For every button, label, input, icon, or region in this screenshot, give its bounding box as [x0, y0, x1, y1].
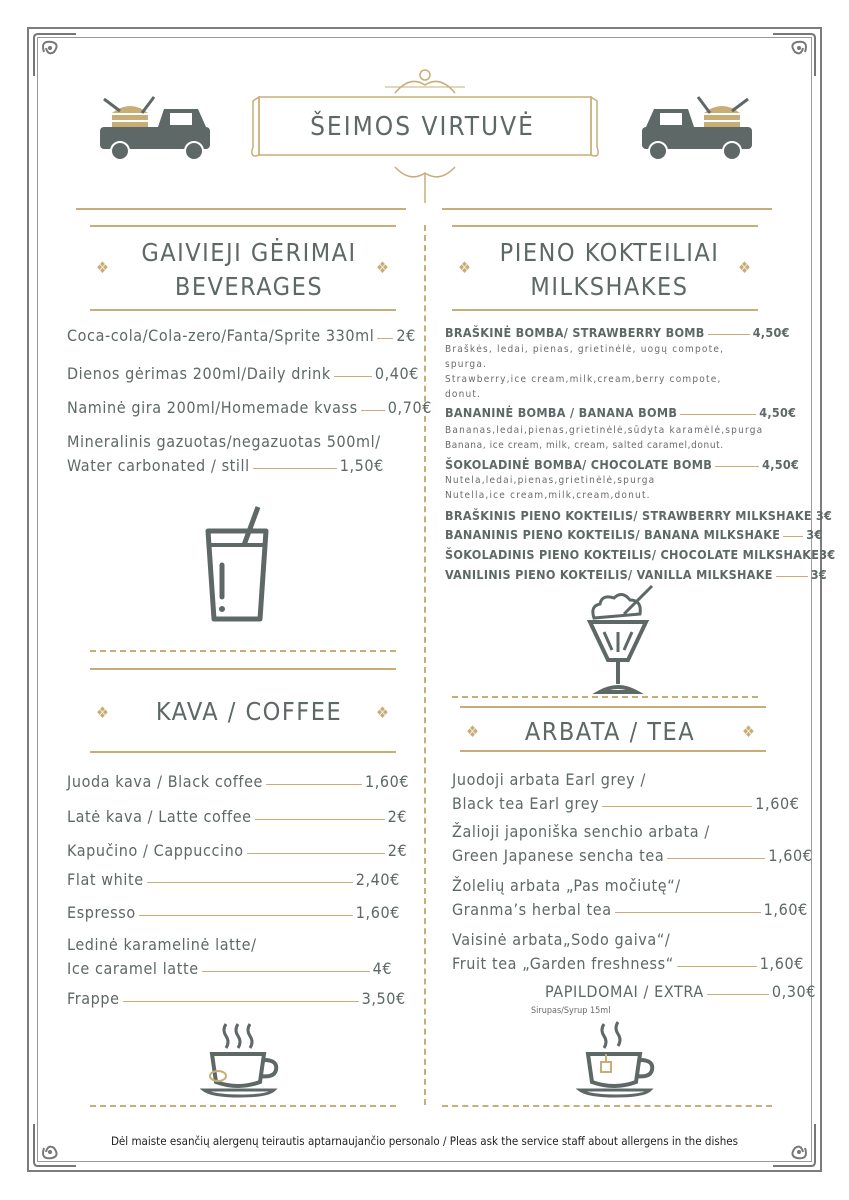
- item-price: 1,60€: [768, 846, 813, 865]
- list-item: [67, 841, 407, 860]
- list-item: [67, 903, 400, 922]
- item-description: Banana, ice cream, milk, cream, salted caramel,donut.: [445, 440, 724, 451]
- item-name: BANANINIS PIENO KOKTEILIS/ BANANA MILKSHAKE: [445, 527, 781, 542]
- list-item: [452, 954, 804, 973]
- item-name: BANANINĖ BOMBA / BANANA BOMB: [445, 405, 678, 420]
- beverages-heading-en: BEVERAGES: [174, 272, 324, 301]
- list-item: [445, 527, 822, 542]
- item-name: Frappe: [67, 989, 120, 1008]
- list-item: [67, 326, 416, 345]
- milkshakes-heading: [452, 236, 767, 304]
- list-item: [67, 456, 384, 475]
- corner-ornament-icon: [769, 30, 819, 80]
- item-name: Kapučino / Cappuccino: [67, 841, 244, 860]
- beverages-heading-lt: GAIVIEJI GĖRIMAI: [141, 238, 357, 267]
- item-price: 1,60€: [355, 903, 400, 922]
- coffee-cup-icon: [200, 1020, 284, 1100]
- list-item: [445, 405, 796, 420]
- item-price: 0,40€: [374, 364, 420, 383]
- item-price: 3,50€: [361, 989, 406, 1008]
- item-name: ŠOKOLADINĖ BOMBA/ CHOCOLATE BOMB: [445, 457, 713, 472]
- list-item: [445, 508, 832, 523]
- item-price: 4,50€: [762, 457, 800, 472]
- column-divider: [424, 225, 426, 1105]
- item-name: Water carbonated / still: [67, 456, 250, 475]
- item-name: Juoda kava / Black coffee: [67, 772, 263, 791]
- item-price: 1,60€: [763, 900, 808, 919]
- item-description: Nutella,ice cream,milk,cream,donut.: [445, 490, 651, 501]
- item-name: BRAŠKINIS PIENO KOKTEILIS/ STRAWBERRY MILKSHAKE: [445, 508, 812, 523]
- item-description: spurga.: [445, 359, 488, 370]
- flourish-icon: ❖: [466, 722, 479, 741]
- flourish-icon: ❖: [376, 258, 389, 277]
- flourish-icon: ❖: [742, 722, 755, 741]
- page-title: ŠEIMOS VIRTUVĖ: [310, 112, 535, 142]
- divider: [90, 751, 396, 753]
- item-name: Flat white: [67, 870, 144, 889]
- item-name: ŠOKOLADINIS PIENO KOKTEILIS/ CHOCOLATE MILKSHAKE: [445, 547, 820, 562]
- item-description: Braškės, ledai, pienas, grietinėlė, uogų compote,: [445, 344, 725, 355]
- divider: [460, 706, 766, 708]
- list-item: Vaisinė arbata„Sodo gaiva“/: [452, 930, 671, 949]
- divider: [90, 1105, 396, 1107]
- item-price: 3€: [810, 567, 827, 582]
- flourish-icon: ❖: [738, 258, 751, 277]
- coffee-heading: KAVA / COFFEE: [155, 697, 343, 726]
- list-item: [67, 807, 407, 826]
- flourish-icon: ❖: [96, 258, 109, 277]
- milkshakes-heading-en: MILKSHAKES: [530, 272, 689, 301]
- list-item: [67, 959, 392, 978]
- list-item: [452, 846, 813, 865]
- item-price: 2€: [387, 807, 408, 826]
- list-item: [445, 547, 836, 562]
- item-price: 2€: [387, 841, 408, 860]
- truck-burger-icon: [630, 95, 754, 165]
- item-note: Sirupas/Syrup 15ml: [531, 1006, 611, 1016]
- item-description: Bananas,ledai,pienas,grietinėlė,sūdyta karamėlė,spurga: [445, 425, 764, 436]
- item-name: BRAŠKINĖ BOMBA/ STRAWBERRY BOMB: [445, 325, 705, 340]
- tea-cup-icon: [576, 1020, 660, 1100]
- item-price: 1,60€: [759, 954, 804, 973]
- item-price: 3€: [815, 508, 833, 523]
- divider: [76, 208, 406, 210]
- item-name: Black tea Earl grey: [452, 794, 600, 813]
- list-item: Žolelių arbata „Pas močiutę“/: [452, 876, 681, 895]
- divider: [90, 225, 396, 227]
- item-name: Coca-cola/Cola-zero/Fanta/Sprite 330ml: [67, 326, 375, 345]
- list-item: [67, 772, 409, 791]
- divider: [452, 696, 758, 698]
- divider: [442, 208, 772, 210]
- list-item: Juodoji arbata Earl grey /: [452, 770, 646, 789]
- truck-burger-icon: [98, 95, 222, 165]
- item-description: Nutela,ledai,pienas,grietinėlė,spurga: [445, 475, 656, 486]
- divider: [90, 309, 396, 311]
- item-price: 0,70€: [387, 398, 432, 417]
- list-item: [67, 989, 406, 1008]
- item-price: 1,60€: [364, 772, 410, 791]
- divider: [442, 1105, 772, 1107]
- list-item: [545, 982, 816, 1001]
- allergen-note: Dėl maiste esančių alergenų teirautis aptarnaujančio personalo / Pleas ask the service staff about allergens in the dishes: [110, 1134, 739, 1148]
- flourish-icon: ❖: [458, 258, 471, 277]
- item-price: 2€: [396, 326, 416, 345]
- flourish-icon: ❖: [96, 703, 109, 722]
- list-item: [67, 398, 432, 417]
- item-price: 1,50€: [339, 456, 384, 475]
- item-name: Latė kava / Latte coffee: [67, 807, 252, 826]
- divider: [452, 225, 758, 227]
- list-item: [67, 364, 419, 383]
- divider: [90, 668, 396, 670]
- list-item: [452, 794, 800, 813]
- beverages-heading: [90, 236, 408, 304]
- milkshakes-heading-lt: PIENO KOKTEILIAI: [499, 238, 720, 267]
- glass-straw-icon: [200, 505, 274, 625]
- item-name: PAPILDOMAI / EXTRA: [545, 982, 704, 1001]
- item-name: Fruit tea „Garden freshness“: [452, 954, 674, 973]
- item-price: 0,30€: [771, 982, 817, 1001]
- list-item: [452, 900, 808, 919]
- item-price: 2,40€: [355, 870, 400, 889]
- list-item: [445, 325, 790, 340]
- item-price: 4,50€: [759, 405, 797, 420]
- list-item: Ledinė karamelinė latte/: [67, 935, 257, 954]
- list-item: Mineralinis gazuotas/negazuotas 500ml/: [67, 432, 381, 451]
- item-name: Granma’s herbal tea: [452, 900, 612, 919]
- divider: [90, 650, 396, 652]
- item-name: Naminė gira 200ml/Homemade kvass: [67, 398, 358, 417]
- list-item: [67, 870, 400, 889]
- item-description: donut.: [445, 389, 482, 400]
- tea-heading: ARBATA / TEA: [524, 717, 696, 746]
- item-price: 4€: [372, 959, 393, 978]
- divider: [460, 750, 766, 752]
- item-price: 4,50€: [752, 325, 790, 340]
- divider: [452, 309, 758, 311]
- item-name: Espresso: [67, 903, 136, 922]
- list-item: [445, 567, 827, 582]
- item-price: 3€: [819, 547, 836, 562]
- list-item: Žalioji japoniška senchio arbata /: [452, 822, 710, 841]
- milkshake-icon: [586, 584, 656, 696]
- corner-ornament-icon: [30, 30, 80, 80]
- item-description: Strawberry,ice cream,milk,cream,berry compote,: [445, 374, 722, 385]
- item-name: Dienos gėrimas 200ml/Daily drink: [67, 364, 331, 383]
- item-name: Green Japanese sencha tea: [452, 846, 665, 865]
- item-name: VANILINIS PIENO KOKTEILIS/ VANILLA MILKSHAKE: [445, 567, 773, 582]
- item-price: 3€: [806, 527, 823, 542]
- item-price: 1,60€: [755, 794, 800, 813]
- flourish-icon: ❖: [376, 703, 389, 722]
- item-name: Ice caramel latte: [67, 959, 199, 978]
- list-item: [445, 457, 799, 472]
